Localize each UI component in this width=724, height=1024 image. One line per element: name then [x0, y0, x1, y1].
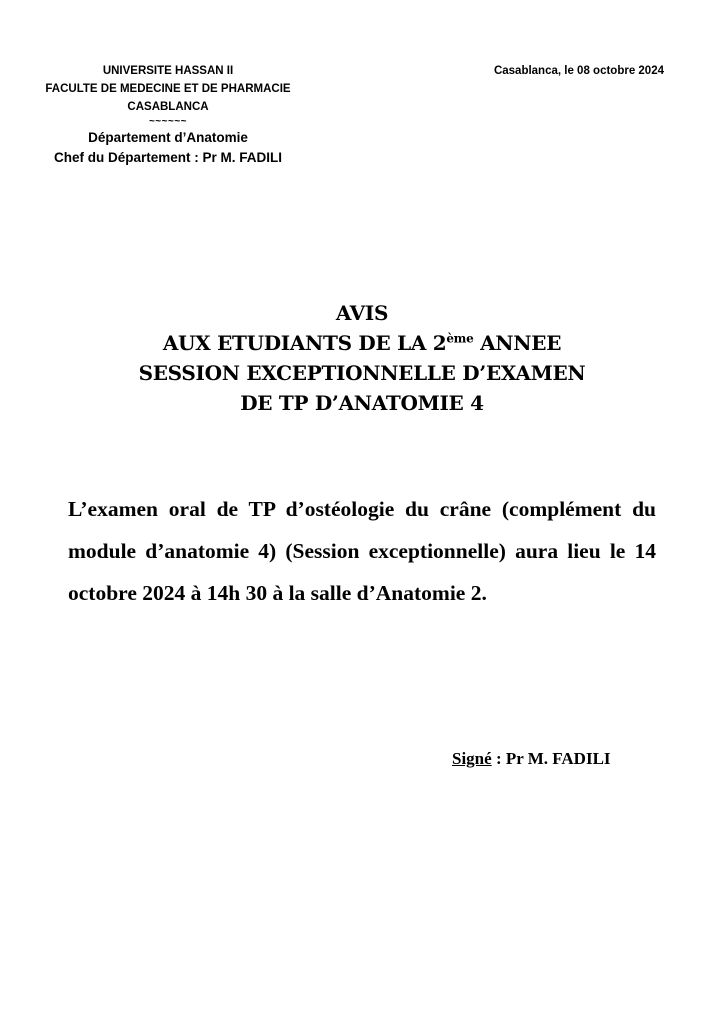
notice-line-2	[0, 328, 724, 358]
faculty-name: FACULTE DE MEDECINE ET DE PHARMACIE	[45, 83, 291, 95]
department-chief: Chef du Département : Pr M. FADILI	[53, 150, 283, 165]
exam-announcement: L’examen oral de TP d’ostéologie du crâne (complément du module d’anatomie 4) (Session exceptionnelle) aura lieu le 14 octobre 2024 à 14h 30 à la salle d’Anatomie 2.	[68, 497, 656, 605]
notice-title	[0, 298, 724, 418]
institution-header	[30, 62, 306, 168]
signature	[452, 747, 611, 771]
signature-label: Signé	[452, 749, 492, 768]
notice-line-3: SESSION EXCEPTIONNELLE D’EXAMEN	[138, 361, 586, 385]
notice-line-4: DE TP D’ANATOMIE 4	[240, 391, 484, 415]
signature-name: Pr M. FADILI	[505, 749, 611, 768]
department-name: Département d’Anatomie	[88, 130, 248, 145]
university-name: UNIVERSITE HASSAN II	[102, 65, 234, 77]
notice-line-2-text: AUX ETUDIANTS DE LA 2	[162, 331, 447, 355]
city-name: CASABLANCA	[127, 101, 209, 113]
place-and-date: Casablanca, le 08 octobre 2024	[493, 65, 664, 77]
notice-line-2-superscript: ème	[446, 331, 474, 346]
header-separator: ~~~~~~	[148, 116, 188, 127]
notice-line-2-end: ANNEE	[473, 331, 562, 355]
signature-separator: :	[491, 749, 506, 768]
notice-line-1: AVIS	[335, 301, 389, 325]
